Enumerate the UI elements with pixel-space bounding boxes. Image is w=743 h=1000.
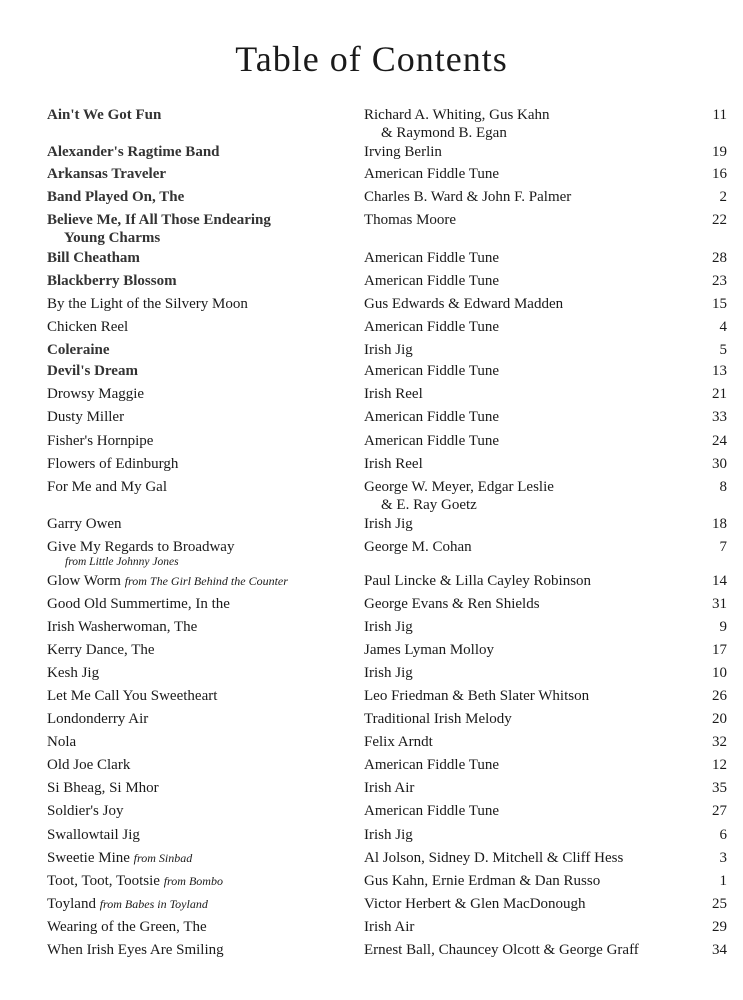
page-number: 3 [719, 850, 727, 866]
song-title: Let Me Call You Sweetheart [47, 688, 218, 704]
song-title: Flowers of Edinburgh [47, 456, 179, 472]
composer: American Fiddle Tune [364, 363, 499, 379]
song-title: Blackberry Blossom [47, 273, 177, 289]
composer: Paul Lincke & Lilla Cayley Robinson [364, 573, 592, 589]
song-source: from Babes in Toyland [99, 897, 208, 911]
page-number: 1 [719, 873, 727, 889]
page-number: 5 [719, 342, 727, 358]
song-title: Soldier's Joy [47, 803, 124, 819]
song-title: Arkansas Traveler [47, 166, 167, 182]
song-title: By the Light of the Silvery Moon [47, 296, 248, 312]
song-title: Devil's Dream [47, 363, 138, 379]
title-line-1: Give My Regards to Broadway [47, 539, 235, 555]
composer: Gus Kahn, Ernie Erdman & Dan Russo [364, 873, 601, 889]
composer: Irish Air [364, 919, 415, 935]
composer-line-2: & Raymond B. Egan [381, 125, 507, 141]
song-title: When Irish Eyes Are Smiling [47, 942, 224, 958]
song-title: Garry Owen [47, 516, 122, 532]
page-number: 34 [712, 942, 727, 958]
composer: American Fiddle Tune [364, 433, 499, 449]
song-title [47, 211, 357, 247]
song-title: Dusty Miller [47, 409, 125, 425]
page-number: 10 [712, 665, 727, 681]
song-source: from Sinbad [133, 851, 193, 865]
composer: American Fiddle Tune [364, 250, 499, 266]
song-title: Irish Washerwoman, The [47, 619, 198, 635]
composer: Irish Jig [364, 342, 413, 358]
composer: Irish Jig [364, 619, 413, 635]
song-title: Band Played On, The [47, 189, 185, 205]
page-number: 21 [712, 386, 727, 402]
page-number: 15 [712, 296, 727, 312]
page-number: 7 [719, 539, 727, 555]
page-number: 8 [719, 479, 727, 495]
song-title: Si Bheag, Si Mhor [47, 780, 159, 796]
composer: American Fiddle Tune [364, 273, 499, 289]
composer: James Lyman Molloy [364, 642, 494, 658]
song-title: Nola [47, 734, 77, 750]
page-number: 24 [712, 433, 727, 449]
composer: Irving Berlin [364, 144, 442, 160]
page-number: 14 [712, 573, 727, 589]
page-number: 29 [712, 919, 727, 935]
composer [364, 106, 694, 142]
song-title: Kerry Dance, The [47, 642, 155, 658]
page-number: 13 [712, 363, 727, 379]
song-title: Drowsy Maggie [47, 386, 145, 402]
page-number: 23 [712, 273, 727, 289]
page-number: 35 [712, 780, 727, 796]
song-title: Ain't We Got Fun [47, 107, 162, 123]
page-number: 18 [712, 516, 727, 532]
title-text: Toyland [47, 896, 96, 912]
composer: Thomas Moore [364, 212, 457, 228]
composer-line-1: Richard A. Whiting, Gus Kahn [364, 107, 550, 123]
composer: Charles B. Ward & John F. Palmer [364, 189, 572, 205]
page-number: 28 [712, 250, 727, 266]
composer: American Fiddle Tune [364, 409, 499, 425]
song-title: Alexander's Ragtime Band [47, 144, 220, 160]
title-text: Sweetie Mine [47, 850, 130, 866]
page-number: 17 [712, 642, 727, 658]
composer [364, 478, 694, 514]
page-number: 22 [712, 212, 727, 228]
composer: American Fiddle Tune [364, 319, 499, 335]
composer: Irish Jig [364, 827, 413, 843]
composer: Al Jolson, Sidney D. Mitchell & Cliff Hess [364, 850, 624, 866]
composer: Irish Reel [364, 386, 423, 402]
page-number: 6 [719, 827, 727, 843]
title-text: Toot, Toot, Tootsie [47, 873, 160, 889]
composer: Leo Friedman & Beth Slater Whitson [364, 688, 590, 704]
song-title [47, 538, 357, 569]
song-title: Londonderry Air [47, 711, 149, 727]
page-number: 4 [719, 319, 727, 335]
song-title: Fisher's Hornpipe [47, 433, 154, 449]
song-source: from The Girl Behind the Counter [124, 574, 288, 588]
page-number: 30 [712, 456, 727, 472]
page-number: 26 [712, 688, 727, 704]
composer: Irish Jig [364, 665, 413, 681]
song-title: Chicken Reel [47, 319, 129, 335]
song-title: Old Joe Clark [47, 757, 131, 773]
song-title: Kesh Jig [47, 665, 100, 681]
composer: American Fiddle Tune [364, 166, 499, 182]
composer: American Fiddle Tune [364, 803, 499, 819]
page-number: 20 [712, 711, 727, 727]
song-title: Wearing of the Green, The [47, 919, 207, 935]
composer: Irish Reel [364, 456, 423, 472]
page-number: 9 [719, 619, 727, 635]
composer-line-2: & E. Ray Goetz [381, 497, 477, 513]
song-source: from Bombo [163, 874, 223, 888]
composer: George Evans & Ren Shields [364, 596, 540, 612]
page-number: 11 [712, 107, 727, 123]
composer: Ernest Ball, Chauncey Olcott & George Graff [364, 942, 639, 958]
page-number: 25 [712, 896, 727, 912]
page-number: 19 [712, 144, 727, 160]
page-number: 32 [712, 734, 727, 750]
song-title [47, 895, 357, 913]
song-title: Bill Cheatham [47, 250, 140, 266]
title-line-1: Believe Me, If All Those Endearing [47, 212, 271, 228]
song-title [47, 572, 357, 590]
composer: Victor Herbert & Glen MacDonough [364, 896, 586, 912]
composer-line-1: George W. Meyer, Edgar Leslie [364, 479, 554, 495]
composer: Gus Edwards & Edward Madden [364, 296, 564, 312]
title-text: Glow Worm [47, 573, 121, 589]
song-title: Coleraine [47, 342, 110, 358]
song-title: For Me and My Gal [47, 479, 167, 495]
title-line-2: Young Charms [64, 230, 161, 246]
song-title [47, 872, 357, 890]
composer: Traditional Irish Melody [364, 711, 512, 727]
composer: Irish Air [364, 780, 415, 796]
song-title: Swallowtail Jig [47, 827, 140, 843]
composer: Irish Jig [364, 516, 413, 532]
song-title: Good Old Summertime, In the [47, 596, 230, 612]
song-title [47, 849, 357, 867]
composer: George M. Cohan [364, 539, 472, 555]
page-number: 33 [712, 409, 727, 425]
page-number: 27 [712, 803, 727, 819]
page-number: 12 [712, 757, 727, 773]
page-number: 2 [719, 189, 727, 205]
composer: American Fiddle Tune [364, 757, 499, 773]
page-number: 16 [712, 166, 727, 182]
song-source: from Little Johnny Jones [65, 556, 179, 568]
composer: Felix Arndt [364, 734, 433, 750]
page-title: Table of Contents [235, 39, 508, 79]
page-number: 31 [712, 596, 727, 612]
